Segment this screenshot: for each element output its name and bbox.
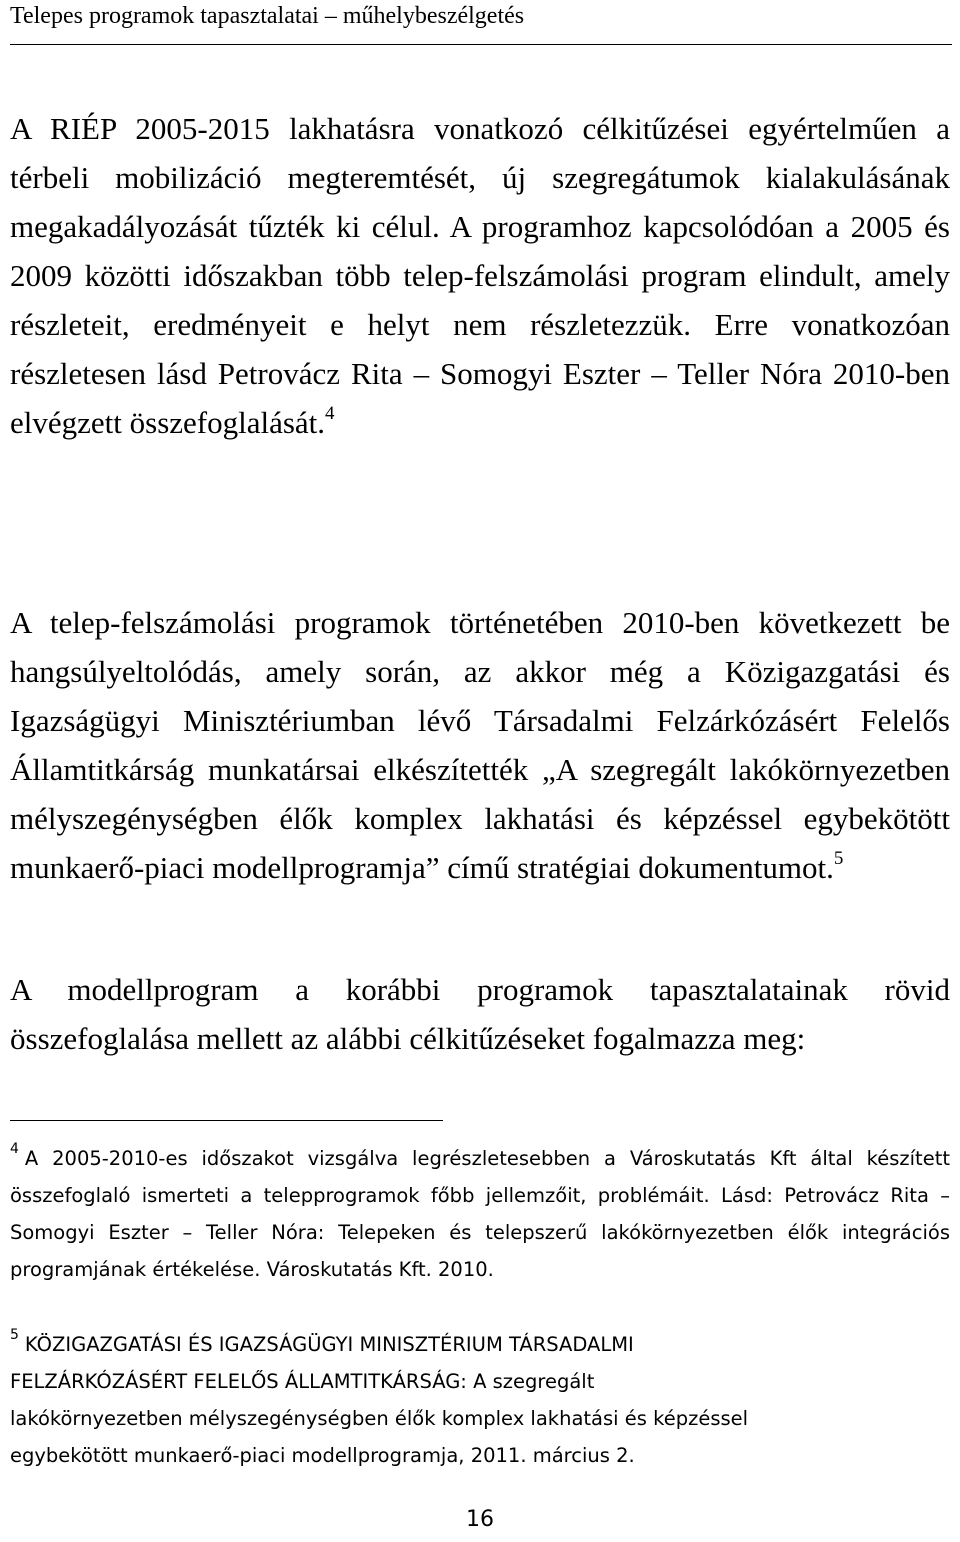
- paragraph-telep-felszamolasi: [10, 598, 950, 892]
- footnote-4-text: A 2005-2010-es időszakot vizsgálva legrészletesebben a Városkutatás Kft által készített összefoglaló ismerteti a telepprogramok főbb jellemzőit, problémáit. Lásd: Petrovácz Rita – Somogyi Eszter – Teller Nóra: Telepeken és telepszerű lakókörnyezetben élők integrációs programjának értékelése. Városkutatás Kft. 2010.: [10, 1147, 950, 1281]
- footnote-5-line: [10, 1326, 950, 1363]
- footnote-ref-5[interactable]: 5: [833, 848, 844, 869]
- footnote-5: [10, 1326, 950, 1474]
- footnote-separator: [10, 1120, 443, 1121]
- footnote-4: [10, 1140, 950, 1288]
- footnote-5-mark: 5: [10, 1327, 19, 1343]
- footnote-5-line: [10, 1437, 950, 1474]
- footnote-5-line-3: lakókörnyezetben mélyszegénységben élők komplex lakhatási és képzéssel: [10, 1407, 749, 1430]
- page-number: 16: [466, 1507, 494, 1532]
- footnote-5-line: [10, 1400, 950, 1437]
- footnote-5-line-2: FELZÁRKÓZÁSÉRT FELELŐS ÁLLAMTITKÁRSÁG: A szegregált: [10, 1370, 595, 1393]
- paragraph-modellprogram: [10, 965, 950, 1063]
- running-header: [10, 0, 952, 45]
- paragraph-riep: [10, 104, 950, 447]
- footnote-5-line-4: egybekötött munkaerő-piaci modellprogramja, 2011. március 2.: [10, 1444, 635, 1467]
- running-header-title: Telepes programok tapasztalatai – műhelybeszélgetés: [10, 3, 525, 29]
- footnote-5-line: [10, 1363, 950, 1400]
- paragraph-riep-text: A RIÉP 2005-2015 lakhatásra vonatkozó célkitűzései egyértelműen a térbeli mobilizáció megteremtését, új szegregátumok kialakulásának megakadályozását tűzték ki célul. A programhoz kapcsolódóan a 2005 és 2009 közötti időszakban több telep-felszámolási program elindult, amely részleteit, eredményeit e helyt nem részletezzük. Erre vonatkozóan részletesen lásd Petrovácz Rita – Somogyi Eszter – Teller Nóra 2010-ben elvégzett összefoglalását.: [10, 111, 950, 440]
- footnote-ref-4[interactable]: 4: [325, 403, 335, 424]
- paragraph-telep-felszamolasi-text: A telep-felszámolási programok történetében 2010-ben következett be hangsúlyeltolódás, amely során, az akkor még a Közigazgatási és Igazságügyi Minisztériumban lévő Társadalmi Felzárkózásért Felelős Államtitkárság munkatársai elkészítették „A szegregált lakókörnyezetben mélyszegénységben élők komplex lakhatási és képzéssel egybekötött munkaerő-piaci modellprogramja” című stratégiai dokumentumot.: [10, 605, 950, 885]
- footnote-4-mark: 4: [10, 1141, 19, 1157]
- paragraph-modellprogram-text: A modellprogram a korábbi programok tapasztalatainak rövid összefoglalása mellett az alábbi célkitűzéseket fogalmazza meg:: [10, 972, 950, 1056]
- footnote-5-line-1: KÖZIGAZGATÁSI ÉS IGAZSÁGÜGYI MINISZTÉRIUM TÁRSADALMI: [24, 1333, 634, 1356]
